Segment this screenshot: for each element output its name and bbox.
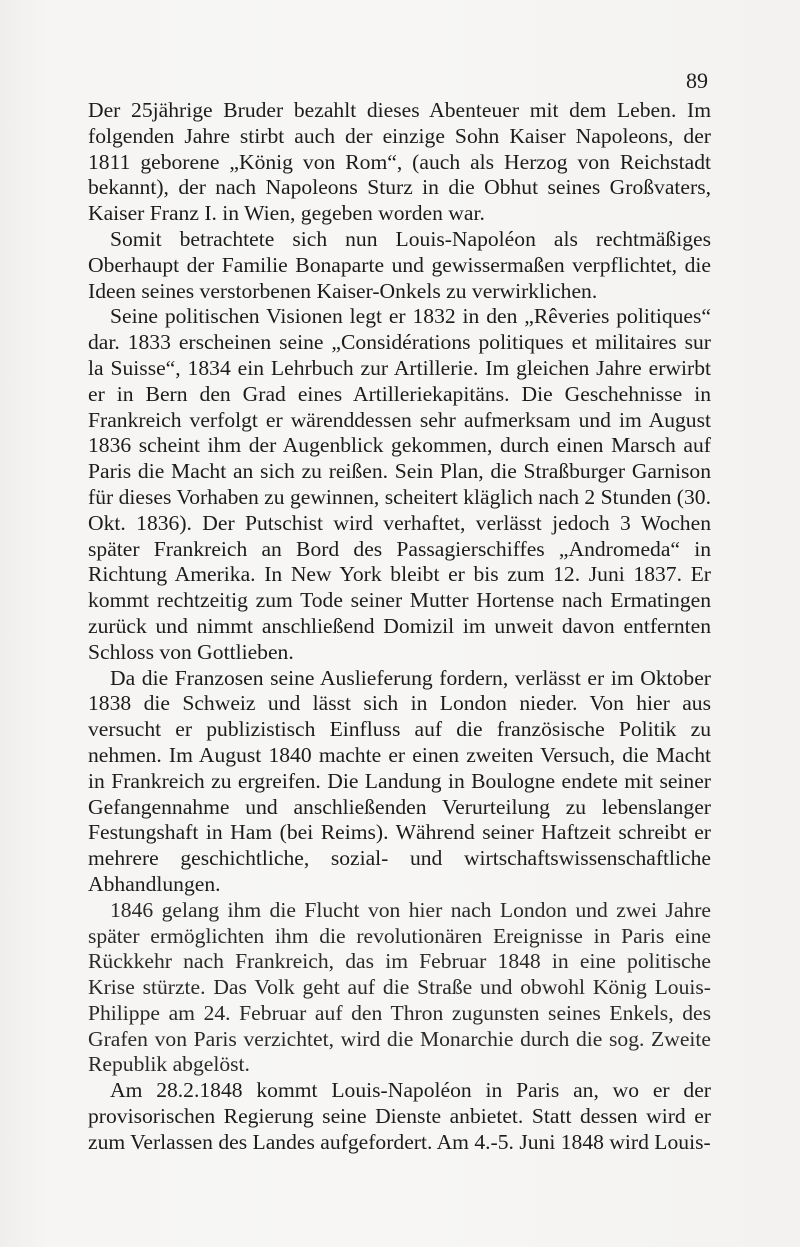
- paragraph-1: Der 25jährige Bruder bezahlt dieses Abenteuer mit dem Leben. Im folgenden Jahre stirbt auch der einzige Sohn Kaiser Napoleons, der 1811 geborene „König von Rom“, (auch als Herzog von Reichstadt bekannt), der nach Napoleons Sturz in die Obhut seines Großvaters, Kaiser Franz I. in Wien, gegeben worden war.: [88, 98, 711, 226]
- paragraph-6: Am 28.2.1848 kommt Louis-Napoléon in Paris an, wo er der provisorischen Regierung seine Dienste anbietet. Statt dessen wird er zum Verlassen des Landes aufgefordert. Am 4.-5. Juni 1848 wird Louis-: [88, 1078, 711, 1154]
- paragraph-4: Da die Franzosen seine Auslieferung fordern, verlässt er im Oktober 1838 die Schweiz und lässt sich in London nieder. Von hier aus versucht er publizistisch Einfluss auf die französische Politik zu nehmen. Im August 1840 machte er einen zweiten Versuch, die Macht in Frankreich zu ergreifen. Die Landung in Boulogne endete mit seiner Gefangennahme und anschließenden Verurteilung zu lebenslanger Festungshaft in Ham (bei Reims). Während seiner Haftzeit schreibt er mehrere geschichtliche, sozial- und wirtschaftswissenschaftliche Abhandlungen.: [88, 665, 711, 896]
- paragraph-2: Somit betrachtete sich nun Louis-Napoléon als rechtmäßiges Oberhaupt der Familie Bonaparte und gewissermaßen verpflichtet, die Ideen seines verstorbenen Kaiser-Onkels zu verwirklichen.: [88, 226, 711, 303]
- paragraph-5: 1846 gelang ihm die Flucht von hier nach London und zwei Jahre später ermöglichten ihm die revolutionären Ereignisse in Paris eine Rückkehr nach Frankreich, das im Februar 1848 in eine politische Krise stürzte. Das Volk geht auf die Straße und obwohl König Louis-Philippe am 24. Februar auf den Thron zugunsten seines Enkels, des Grafen von Paris verzichtet, wird die Monarchie durch die sog. Zweite Republik abgelöst.: [88, 897, 711, 1077]
- page-number: 89: [686, 68, 708, 93]
- body-text: [88, 98, 711, 1156]
- paragraph-3: Seine politischen Visionen legt er 1832 in den „Rêveries politiques“ dar. 1833 erscheinen seine „Considérations politiques et militaires sur la Suisse“, 1834 ein Lehrbuch zur Artillerie. Im gleichen Jahre erwirbt er in Bern den Grad eines Artilleriekapitäns. Die Geschehnisse in Frankreich verfolgt er wärenddessen sehr aufmerksam und im August 1836 scheint ihm der Augenblick gekommen, durch einen Marsch auf Paris die Macht an sich zu reißen. Sein Plan, die Straßburger Garnison für dieses Vorhaben zu gewinnen, scheitert kläglich nach 2 Stunden (30. Okt. 1836). Der Putschist wird verhaftet, verlässt jedoch 3 Wochen später Frankreich an Bord des Passagierschiffes „Andromeda“ in Richtung Amerika. In New York bleibt er bis zum 12. Juni 1837. Er kommt rechtzeitig zum Tode seiner Mutter Hortense nach Ermatingen zurück und nimmt anschließend Domizil im unweit davon entfernten Schloss von Gottlieben.: [88, 304, 711, 664]
